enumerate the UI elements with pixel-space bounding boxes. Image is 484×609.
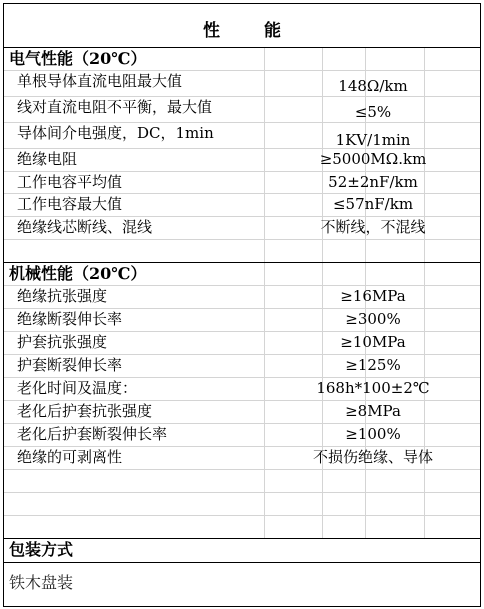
section-divider — [3, 262, 481, 263]
row-value: ≥300% — [345, 310, 401, 328]
row-value: 不断线，不混线 — [320, 218, 426, 236]
row-value: 1KV/1min — [335, 131, 411, 149]
row-label: 工作电容最大值 — [17, 195, 123, 213]
row-label: 线对直流电阻不平衡，最大值 — [17, 98, 213, 116]
title-left: 性 — [203, 21, 220, 41]
row-value: ≤57nF/km — [332, 195, 414, 213]
packaging-value: 铁木盘装 — [9, 573, 74, 592]
row-value: 52±2nF/km — [328, 173, 418, 191]
row-value: 不损伤绝缘、导体 — [312, 448, 433, 466]
row-value: ≤5% — [354, 103, 392, 121]
row-label: 绝缘线芯断线、混线 — [17, 218, 153, 236]
row-value: ≥100% — [345, 425, 401, 443]
page-title — [0, 16, 484, 41]
row-label: 护套抗张强度 — [17, 333, 108, 351]
title-right: 能 — [264, 21, 281, 41]
section-heading-electrical: 电气性能（20℃） — [9, 49, 147, 68]
row-label: 工作电容平均值 — [17, 173, 123, 191]
row-value: ≥8MPa — [345, 402, 401, 420]
row-label: 绝缘抗张强度 — [17, 287, 108, 305]
row-label: 护套断裂伸长率 — [17, 356, 123, 374]
row-label: 老化时间及温度： — [17, 379, 138, 397]
row-value: ≥5000MΩ.km — [319, 150, 427, 168]
row-label: 绝缘电阻 — [17, 150, 78, 168]
row-label: 单根导体直流电阻最大值 — [17, 72, 183, 90]
row-label: 绝缘断裂伸长率 — [17, 310, 123, 328]
row-label: 导体间介电强度，DC，1min — [17, 124, 214, 142]
section-divider — [3, 47, 481, 48]
row-label: 绝缘的可剥离性 — [17, 448, 123, 466]
row-value: 148Ω/km — [338, 77, 408, 95]
row-value: 168h*100±2℃ — [316, 379, 430, 397]
section-heading-packaging: 包装方式 — [9, 540, 74, 559]
section-divider — [3, 562, 481, 563]
section-divider — [3, 538, 481, 539]
row-value: ≥125% — [345, 356, 401, 374]
row-label: 老化后护套断裂伸长率 — [17, 425, 168, 443]
row-value: ≥10MPa — [340, 333, 406, 351]
row-label: 老化后护套抗张强度 — [17, 402, 153, 420]
section-heading-mechanical: 机械性能（20℃） — [9, 264, 147, 283]
row-value: ≥16MPa — [340, 287, 406, 305]
